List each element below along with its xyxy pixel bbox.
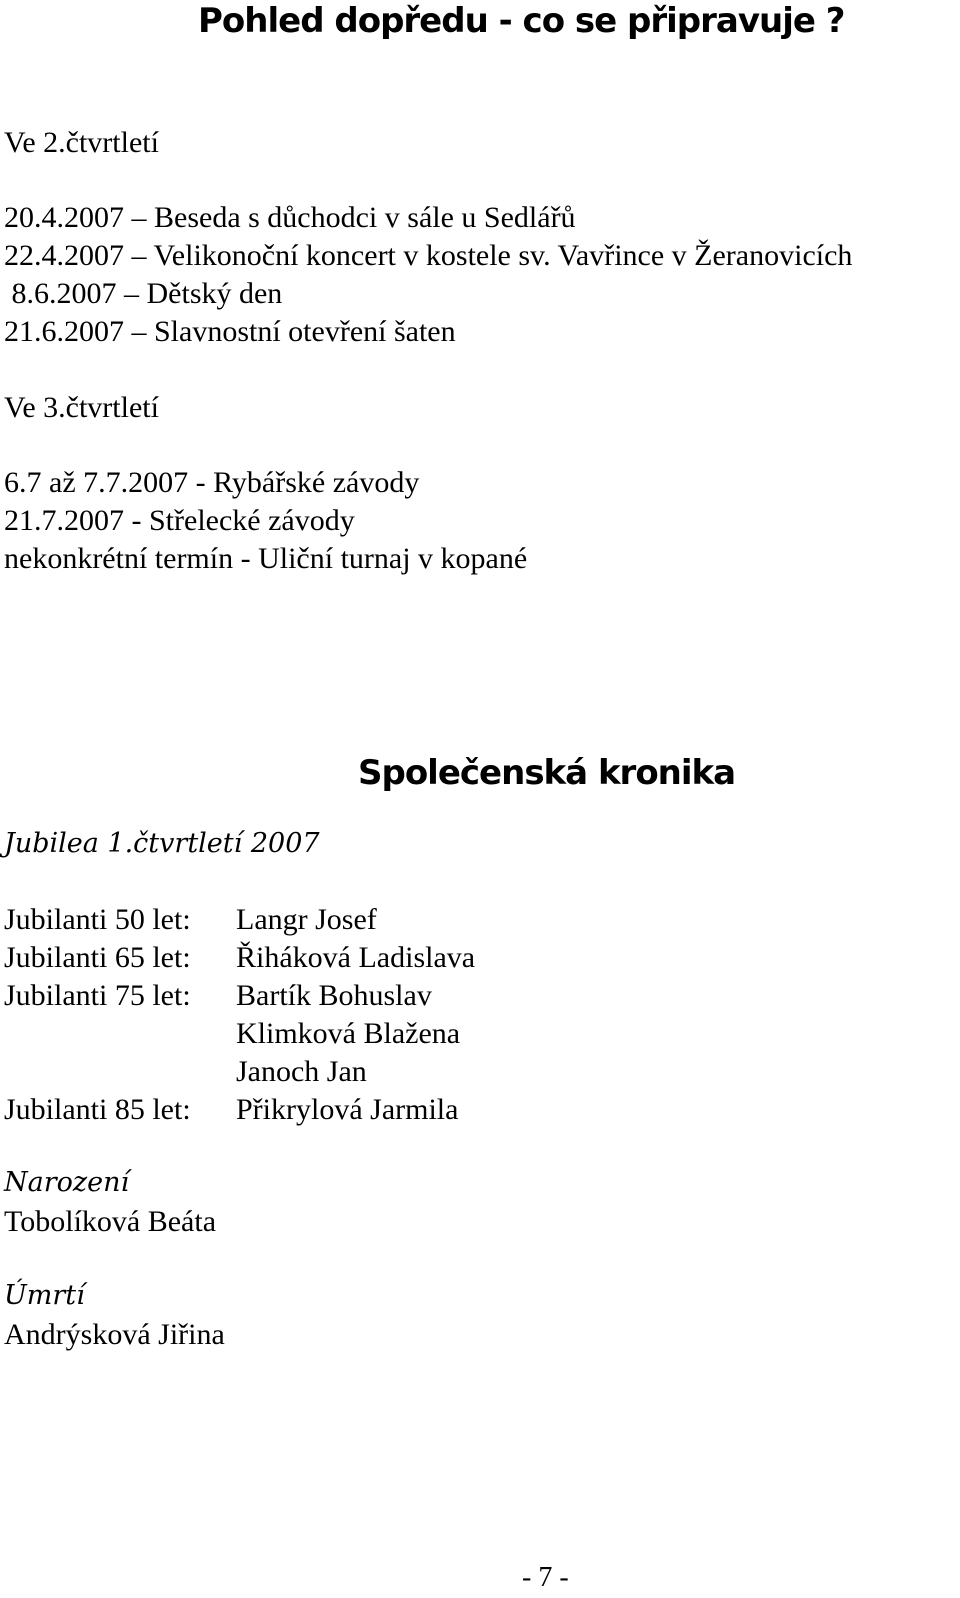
q3-event: nekonkrétní termín - Uliční turnaj v kopané: [4, 542, 528, 575]
jubilea-name: Janoch Jan: [236, 1055, 367, 1088]
q2-event: 22.4.2007 – Velikonoční koncert v kostele sv. Vavřince v Žeranovicích: [4, 239, 853, 272]
main-title: Pohled dopředu - co se připravuje ?: [198, 1, 845, 41]
narozeni-name: Tobolíková Beáta: [4, 1205, 217, 1238]
jubilea-row: [4, 1015, 460, 1053]
umrti-heading: Úmrtí: [4, 1280, 85, 1311]
q2-event: 20.4.2007 – Beseda s důchodci v sále u Sedlářů: [4, 201, 576, 234]
q2-heading: Ve 2.čtvrtletí: [4, 126, 159, 159]
jubilea-name: Bartík Bohuslav: [236, 979, 432, 1012]
jubilea-label: Jubilanti 75 let:: [4, 979, 191, 1012]
q3-event: 6.7 až 7.7.2007 - Rybářské závody: [4, 466, 420, 499]
jubilea-label: Jubilanti 65 let:: [4, 941, 191, 974]
umrti-name: Andrýsková Jiřina: [4, 1318, 225, 1351]
kronika-title: Společenská kronika: [358, 753, 736, 793]
q2-event: 8.6.2007 – Dětský den: [4, 277, 283, 310]
narozeni-heading: Narození: [4, 1167, 130, 1198]
jubilea-label: Jubilanti 50 let:: [4, 903, 191, 936]
jubilea-label: Jubilanti 85 let:: [4, 1093, 191, 1126]
jubilea-name: Přikrylová Jarmila: [236, 1093, 459, 1126]
jubilea-heading: Jubilea 1.čtvrtletí 2007: [4, 828, 320, 859]
page-number: - 7 -: [522, 1562, 569, 1593]
jubilea-row: [4, 1053, 367, 1091]
q3-event: 21.7.2007 - Střelecké závody: [4, 504, 355, 537]
q2-event: 21.6.2007 – Slavnostní otevření šaten: [4, 315, 456, 348]
jubilea-row: [4, 977, 432, 1015]
q3-heading: Ve 3.čtvrtletí: [4, 391, 159, 424]
jubilea-row: [4, 901, 377, 939]
jubilea-name: Klimková Blažena: [236, 1017, 461, 1050]
jubilea-name: Langr Josef: [236, 903, 377, 936]
jubilea-row: [4, 939, 475, 977]
jubilea-name: Řiháková Ladislava: [236, 941, 476, 974]
jubilea-row: [4, 1091, 458, 1129]
